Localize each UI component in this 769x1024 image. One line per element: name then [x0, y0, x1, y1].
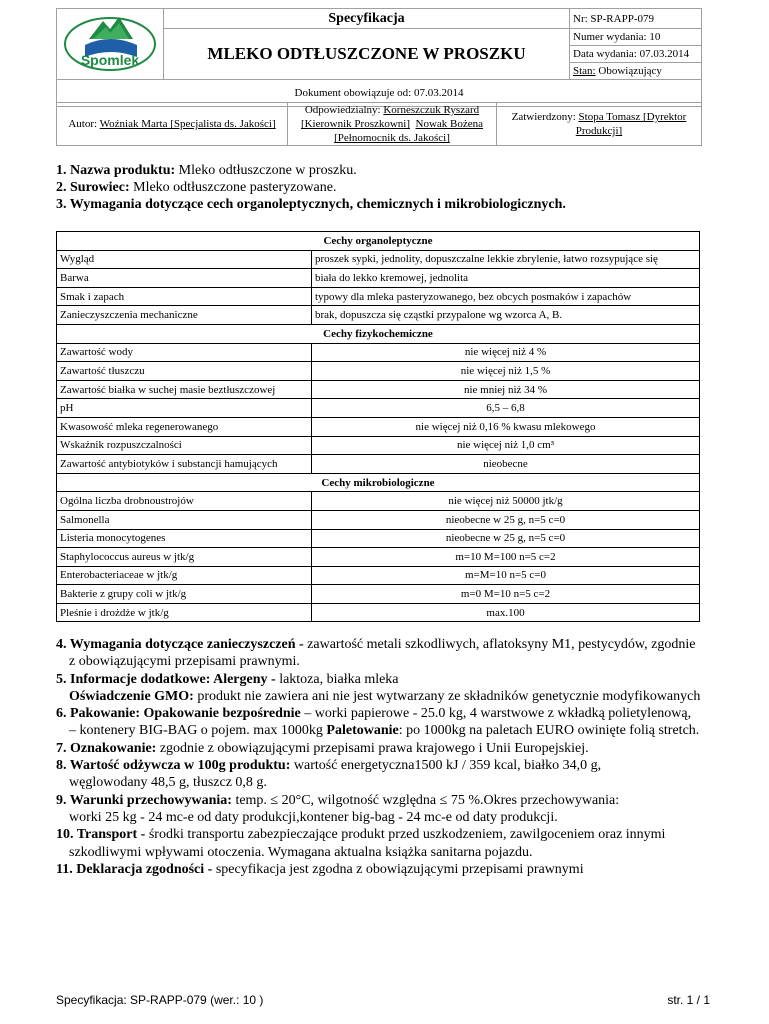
- section-11-label: 11. Deklaracja zgodności -: [56, 861, 213, 877]
- logo-text: Spomlek: [80, 52, 140, 68]
- parameter-name: Staphylococcus aureus w jtk/g: [57, 548, 312, 567]
- people-table: [56, 102, 702, 146]
- status-value: Obowiązujący: [595, 65, 662, 77]
- footer-page-number: str. 1 / 1: [667, 993, 710, 1007]
- section-8-cont: węglowodany 48,5 g, tłuszcz 0,8 g.: [69, 775, 267, 791]
- footer-document-ref: Specyfikacja: SP-RAPP-079 (wer.: 10 ): [56, 993, 264, 1007]
- parameter-value: biała do lekko kremowej, jednolita: [312, 269, 700, 288]
- section-1: [56, 162, 706, 179]
- responsible-cell: [288, 103, 497, 146]
- table-row: [57, 585, 700, 604]
- section-6-label: 6. Pakowanie: Opakowanie bezpośrednie: [56, 706, 301, 722]
- table-row: [57, 380, 700, 399]
- responsible-label: Odpowiedzialny:: [304, 104, 384, 116]
- parameter-name: Wskaźnik rozpuszczalności: [57, 436, 312, 455]
- parameter-name: Zawartość antybiotyków i substancji hamujących: [57, 455, 312, 474]
- section-header-cell: Cechy mikrobiologiczne: [57, 473, 700, 492]
- table-row: [57, 603, 700, 622]
- section-1-text: Mleko odtłuszczone w proszku.: [175, 163, 357, 178]
- parameter-name: Enterobacteriaceae w jtk/g: [57, 566, 312, 585]
- section-4: [56, 636, 716, 653]
- parameter-value: proszek sypki, jednolity, dopuszczalne lekkie zbrylenie, łatwo rozsypujące się: [312, 250, 700, 269]
- parameter-name: Listeria monocytogenes: [57, 529, 312, 548]
- section-6-cont: [56, 722, 716, 739]
- valid-from: Dokument obowiązuje od: 07.03.2014: [57, 80, 702, 107]
- table-row: [57, 343, 700, 362]
- parameter-value: nieobecne: [312, 455, 700, 474]
- section-2-text: Mleko odtłuszczone pasteryzowane.: [129, 180, 337, 195]
- gmo-label: Oświadczenie GMO:: [69, 688, 194, 704]
- table-row: [57, 269, 700, 288]
- logo-cell: [57, 9, 164, 80]
- section-6-text-2a: – kontenery BIG-BAG o pojem. max 1000kg: [69, 723, 327, 739]
- section-8: [56, 757, 716, 774]
- section-7: [56, 740, 716, 757]
- section-4-cont: z obowiązującymi przepisami prawnymi.: [69, 654, 300, 670]
- responsible-name-1: Korneszczuk Ryszard: [383, 104, 480, 116]
- table-row: [57, 250, 700, 269]
- parameter-value: nie więcej niż 1,5 %: [312, 362, 700, 381]
- section-5-label: 5. Informacje dodatkowe: Alergeny -: [56, 671, 276, 687]
- status-label: Stan:: [573, 65, 596, 77]
- section-3-label: 3. Wymagania dotyczące cech organoleptycznych, chemicznych i mikrobiologicznych.: [56, 197, 566, 212]
- section-9-label: 9. Warunki przechowywania:: [56, 792, 232, 808]
- parameter-value: m=10 M=100 n=5 c=2: [312, 548, 700, 567]
- section-2-label: 2. Surowiec:: [56, 180, 130, 195]
- section-header-cell: Cechy fizykochemiczne: [57, 324, 700, 343]
- parameter-name: Ogólna liczba drobnoustrojów: [57, 492, 312, 511]
- parameter-value: brak, dopuszcza się cząstki przypalone wg wzorca A, B.: [312, 306, 700, 325]
- product-title: MLEKO ODTŁUSZCZONE W PROSZKU: [164, 29, 570, 80]
- approved-label: Zatwierdzony:: [511, 111, 579, 123]
- section-header-cell: Cechy organoleptyczne: [57, 232, 700, 251]
- sections-bottom: [56, 636, 716, 878]
- section-10-cont: szkodliwymi wpływami otoczenia. Wymagana aktualna książka sanitarna pojazdu.: [69, 844, 533, 860]
- responsible-role-2: [Pełnomocnik ds. Jakości]: [334, 132, 450, 144]
- table-row: [57, 287, 700, 306]
- spomlek-logo: [63, 11, 157, 73]
- parameter-name: Zawartość tłuszczu: [57, 362, 312, 381]
- parameter-value: nie więcej niż 4 %: [312, 343, 700, 362]
- section-7-label: 7. Oznakowanie:: [56, 740, 157, 756]
- section-4-label: 4. Wymagania dotyczące zanieczyszczeń -: [56, 637, 304, 652]
- section-6: [56, 705, 716, 722]
- gmo-statement: [56, 688, 716, 705]
- table-row: [57, 436, 700, 455]
- gmo-text: produkt nie zawiera ani nie jest wytwarzany ze składników genetycznie modyfikowanych: [193, 688, 701, 704]
- section-9-text-1: temp. ≤ 20°C, wilgotność względna ≤ 75 %.Okres przechowywania:: [231, 792, 620, 808]
- table-row: [57, 417, 700, 436]
- status-cell: [570, 63, 702, 80]
- parameter-name: Zawartość wody: [57, 343, 312, 362]
- approved-cell: [497, 103, 702, 146]
- section-2: [56, 179, 706, 196]
- parameter-name: Wygląd: [57, 250, 312, 269]
- table-section-header: [57, 473, 700, 492]
- author-value: Woźniak Marta [Specjalista ds. Jakości]: [99, 118, 276, 130]
- table-section-header: [57, 232, 700, 251]
- table-row: [57, 529, 700, 548]
- issue-date: Data wydania: 07.03.2014: [570, 46, 702, 63]
- parameter-name: Barwa: [57, 269, 312, 288]
- table-section-header: [57, 324, 700, 343]
- section-6-text-2b: : po 1000kg na paletach EURO owinięte folią stretch.: [398, 723, 700, 739]
- section-10-text-1: środki transportu zabezpieczające produkt przed uszkodzeniem, zawilgoceniem oraz innymi: [145, 827, 666, 843]
- table-row: [57, 455, 700, 474]
- sections-top: [56, 162, 706, 213]
- spec-label: Specyfikacja: [164, 9, 570, 29]
- section-5-text: laktoza, białka mleka: [275, 671, 399, 687]
- parameter-name: pH: [57, 399, 312, 418]
- section-1-label: 1. Nazwa produktu:: [56, 163, 176, 178]
- section-7-text: zgodnie z obowiązującymi przepisami prawa krajowego i Unii Europejskiej.: [156, 740, 589, 756]
- parameter-value: nie mniej niż 34 %: [312, 380, 700, 399]
- parameter-value: nieobecne w 25 g, n=5 c=0: [312, 510, 700, 529]
- parameter-name: Smak i zapach: [57, 287, 312, 306]
- section-3: [56, 196, 706, 213]
- parameter-name: Pleśnie i drożdże w jtk/g: [57, 603, 312, 622]
- spec-table: [56, 231, 700, 622]
- section-10-label: 10. Transport -: [56, 827, 146, 843]
- parameter-name: Salmonella: [57, 510, 312, 529]
- parameter-name: Zawartość białka w suchej masie beztłuszczowej: [57, 380, 312, 399]
- table-row: [57, 548, 700, 567]
- parameter-value: max.100: [312, 603, 700, 622]
- author-label: Autor:: [68, 118, 100, 130]
- document-header: [56, 8, 702, 107]
- author-cell: [57, 103, 288, 146]
- parameter-value: typowy dla mleka pasteryzowanego, bez obcych posmaków i zapachów: [312, 287, 700, 306]
- parameter-name: Zanieczyszczenia mechaniczne: [57, 306, 312, 325]
- section-9-cont: worki 25 kg - 24 mc-e od daty produkcji,kontener big-bag - 24 mc-e od daty produkcji.: [69, 809, 558, 825]
- edition-number: Numer wydania: 10: [570, 29, 702, 46]
- parameter-value: nieobecne w 25 g, n=5 c=0: [312, 529, 700, 548]
- section-5: [56, 671, 716, 688]
- table-row: [57, 399, 700, 418]
- approved-value: Stopa Tomasz [Dyrektor Produkcji]: [575, 111, 687, 137]
- section-8-text-1: wartość energetyczna1500 kJ / 359 kcal, białko 34,0 g,: [290, 758, 602, 774]
- section-11: [56, 861, 716, 878]
- parameter-value: nie więcej niż 50000 jtk/g: [312, 492, 700, 511]
- parameter-value: m=0 M=10 n=5 c=2: [312, 585, 700, 604]
- table-row: [57, 566, 700, 585]
- table-row: [57, 362, 700, 381]
- parameter-name: Bakterie z grupy coli w jtk/g: [57, 585, 312, 604]
- pallet-label: Paletowanie: [326, 723, 399, 739]
- section-6-text-1: – worki papierowe - 25.0 kg, 4 warstwowe z wkładką polietylenową,: [300, 706, 692, 722]
- section-8-label: 8. Wartość odżywcza w 100g produktu:: [56, 758, 291, 774]
- parameter-value: nie więcej niż 1,0 cm³: [312, 436, 700, 455]
- table-row: [57, 492, 700, 511]
- section-4-text-1: zawartość metali szkodliwych, aflatoksyny M1, pestycydów, zgodnie: [303, 637, 696, 652]
- parameter-name: Kwasowość mleka regenerowanego: [57, 417, 312, 436]
- responsible-name-2: Nowak Bożena: [415, 118, 484, 130]
- table-row: [57, 510, 700, 529]
- table-row: [57, 306, 700, 325]
- section-10: [56, 826, 716, 843]
- parameter-value: nie więcej niż 0,16 % kwasu mlekowego: [312, 417, 700, 436]
- section-9: [56, 792, 716, 809]
- responsible-role-1: [Kierownik Proszkowni]: [300, 118, 411, 130]
- document-number: Nr: SP-RAPP-079: [570, 9, 702, 29]
- section-11-text: specyfikacja jest zgodna z obowiązującymi przepisami prawnymi: [212, 861, 584, 877]
- parameter-value: m=M=10 n=5 c=0: [312, 566, 700, 585]
- parameter-value: 6,5 – 6,8: [312, 399, 700, 418]
